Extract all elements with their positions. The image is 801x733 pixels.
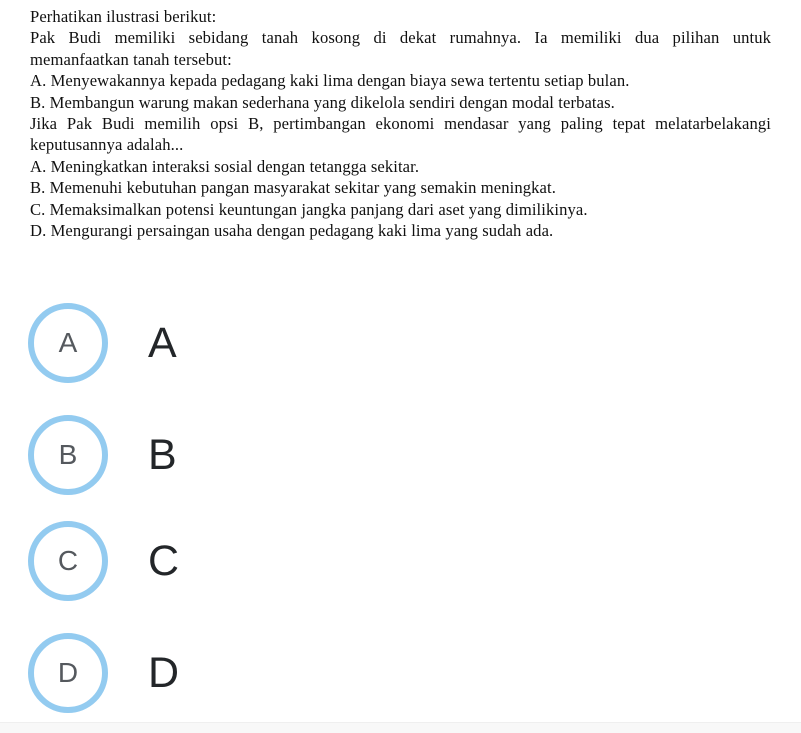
question-line: B. Memenuhi kebutuhan pangan masyarakat sekitar yang semakin meningkat. — [30, 178, 556, 198]
question-line: A. Meningkatkan interaksi sosial dengan tetangga sekitar. — [30, 156, 420, 176]
question-text-block — [30, 6, 771, 241]
option-b-label: B — [148, 430, 177, 479]
question-line: Pak Budi memiliki sebidang tanah kosong di dekat rumahnya. Ia memiliki dua pilihan untuk — [30, 28, 771, 48]
option-d-radio-letter: D — [57, 657, 79, 688]
answer-option-a[interactable] — [28, 303, 177, 383]
option-a-label: A — [148, 318, 177, 367]
question-line: Perhatikan ilustrasi berikut: — [30, 7, 217, 26]
option-b-radio-letter: B — [58, 439, 78, 470]
option-c-radio-letter: C — [57, 545, 79, 576]
footer-strip — [0, 722, 801, 733]
answer-option-d[interactable] — [28, 633, 179, 713]
option-c-label: C — [148, 536, 180, 585]
option-c-radio-circle[interactable] — [28, 521, 108, 601]
answer-option-c[interactable] — [28, 521, 179, 601]
question-line: C. Memaksimalkan potensi keuntungan jangka panjang dari aset yang dimilikinya. — [30, 199, 588, 219]
question-line: B. Membangun warung makan sederhana yang dikelola sendiri dengan modal terbatas. — [30, 92, 615, 112]
question-line: memanfaatkan tanah tersebut: — [30, 49, 232, 69]
question-line: D. Mengurangi persaingan usaha dengan pedagang kaki lima yang sudah ada. — [30, 221, 554, 241]
option-b-radio-circle[interactable] — [28, 415, 108, 495]
question-line: keputusannya adalah... — [30, 135, 184, 155]
question-line: A. Menyewakannya kepada pedagang kaki lima dengan biaya sewa tertentu setiap bulan. — [30, 71, 630, 91]
option-a-radio-circle[interactable] — [28, 303, 108, 383]
answer-option-b[interactable] — [28, 415, 177, 495]
option-a-radio-letter: A — [58, 327, 78, 358]
question-line: Jika Pak Budi memilih opsi B, pertimbangan ekonomi mendasar yang paling tepat melatarbelakangi — [30, 114, 771, 134]
option-d-radio-circle[interactable] — [28, 633, 108, 713]
option-d-label: D — [148, 648, 180, 697]
